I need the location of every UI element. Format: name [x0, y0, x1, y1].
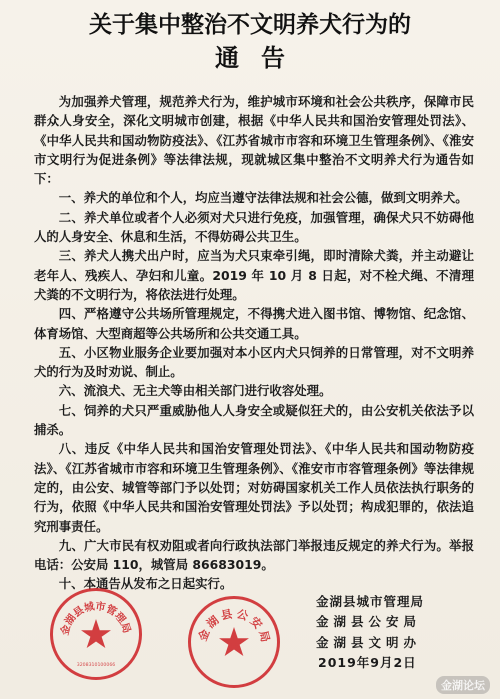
seal-1-text: 金湖县城市管理局	[58, 600, 133, 637]
clause-7: 七、饲养的犬只严重威胁他人人身安全或疑似狂犬的，由公安机关依法予以捕杀。	[34, 402, 474, 438]
notice-date: 2019年9月2日	[318, 655, 417, 670]
urban-management-seal	[50, 588, 142, 680]
notice-body	[34, 92, 474, 594]
clause-5: 五、小区物业服务企业要加强对本小区内犬只饲养的日常管理，对不文明养犬的行为及时劝说、制止。	[34, 344, 474, 380]
clause-2: 二、养犬单位或者个人必须对犬只进行免疫，加强管理，确保犬只不妨碍他人的人身安全、休息和生活，不得妨碍公共卫生。	[34, 209, 474, 245]
seal-1-graphic	[53, 591, 139, 677]
signature-civilization-office: 金湖县文明办	[316, 635, 422, 650]
clause-9: 九、广大市民有权劝阻或者向行政执法部门举报违反规定的养犬行为。举报电话：公安局 110，城管局 86683019。	[34, 537, 474, 573]
clause-1: 一、养犬的单位和个人，均应当遵守法律法规和社会公德，做到文明养犬。	[58, 190, 468, 206]
signature-public-security: 金湖县公安局	[316, 614, 422, 629]
clause-3: 三、养犬人携犬出户时，应当为犬只束牵引绳，即时清除犬粪，并主动避让老年人、残疾人、孕妇和儿童。2019 年 10 月 8 日起，对不栓犬绳、不清理犬粪的不文明行为，将依法进行处理。	[34, 248, 474, 302]
public-security-seal	[188, 596, 280, 688]
clause-6: 六、流浪犬、无主犬等由相关部门进行收容处理。	[58, 383, 332, 399]
preamble-paragraph: 为加强养犬管理，规范养犬行为，维护城市环境和社会公共秩序，保障市民群众人身安全，深化文明城市创建，根据《中华人民共和国治安管理处罚法》、《中华人民共和国动物防疫法》、《江苏省城市市容和环境卫生管理条例》、《淮安市文明行为促进条例》等法律法规，现就城区集中整治不文明养犬行为通告如下：	[34, 94, 474, 187]
clause-10: 十、本通告从发布之日起实行。	[58, 576, 233, 592]
notice-title-notice: 通告	[215, 44, 307, 72]
seal-2-text: 金湖县公安局	[196, 607, 273, 647]
seal-1-code: 3208310100066	[76, 662, 116, 668]
signature-urban-management: 金湖县城市管理局	[316, 594, 425, 609]
seal-2-graphic	[191, 599, 277, 685]
clause-4: 四、严格遵守公共场所管理规定，不得携犬进入图书馆、博物馆、纪念馆、体育场馆、大型商超等公共场所和公共交通工具。	[34, 306, 474, 341]
clause-8: 八、违反《中华人民共和国治安管理处罚法》、《中华人民共和国动物防疫法》、《江苏省城市市容和环境卫生管理条例》、《淮安市市容管理条例》等法律规定的，由公安、城管等部门予以处罚；对妨碍国家机关工作人员依法执行职务的行为，依照《中华人民共和国治安管理处罚法》予以处罚；构成犯罪的，依法追究刑事责任。	[34, 441, 474, 534]
forum-watermark: 金湖论坛	[436, 676, 490, 694]
seal-star-icon	[81, 619, 111, 648]
seal-star-icon	[219, 627, 249, 656]
notice-title: 关于集中整治不文明养犬行为的	[89, 12, 411, 38]
